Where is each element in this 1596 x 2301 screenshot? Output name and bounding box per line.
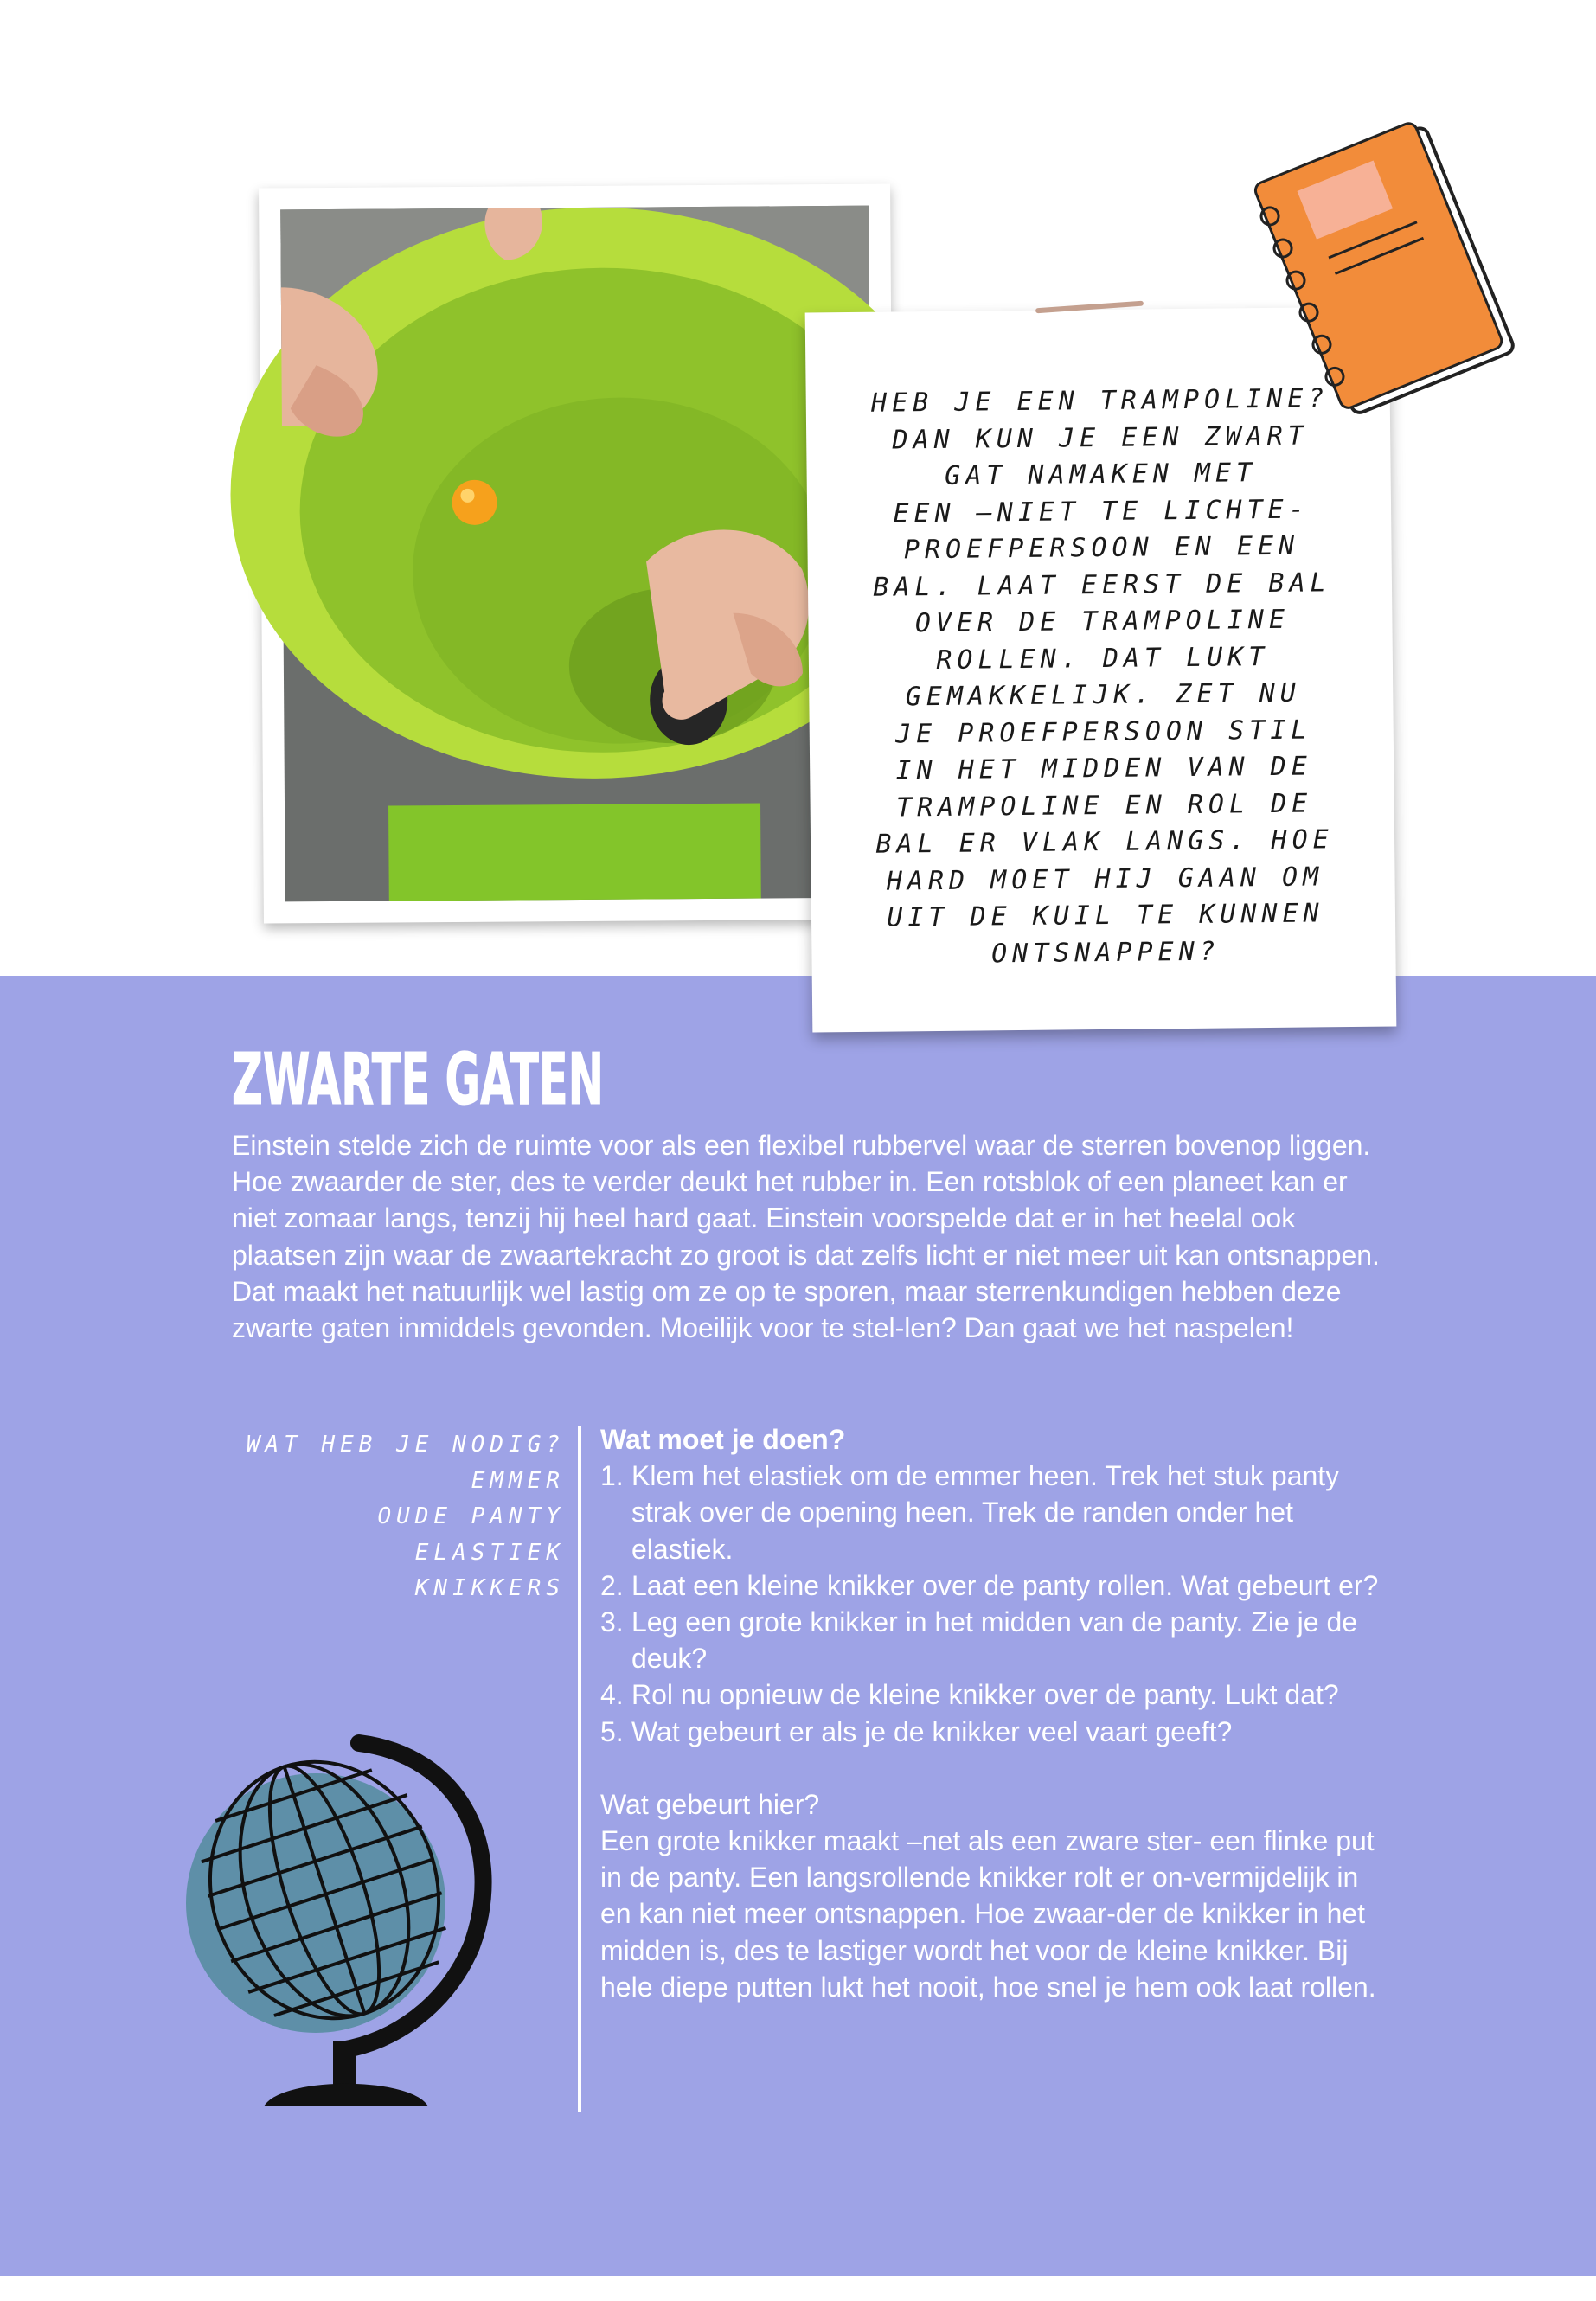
- note-line: BAL. LAAT EERST DE BAL: [873, 567, 1331, 603]
- note-line: HARD MOET HIJ GAAN OM: [886, 861, 1324, 897]
- step-number: 4.: [600, 1679, 624, 1711]
- needs-item: OUDE PANTY: [377, 1503, 565, 1529]
- note-line: TRAMPOLINE EN ROL DE: [895, 787, 1313, 823]
- note-line: DAN KUN JE EEN ZWART: [892, 420, 1309, 456]
- note-line: GEMAKKELIJK. ZET NU: [905, 677, 1302, 713]
- explain-text: Een grote knikker maakt –net als een zware ster- een flinke put in de panty. Een langsrollende knikker rolt er on-vermijdelijk in en kan niet meer ontsnappen. Hoe zwaar-der de knikker in het midden is, des te lastiger wordt het voor de kleine knikker. Bij hele diepe putten lukt het nooit, hoe snel je hem ook laat rollen.: [600, 1825, 1376, 2003]
- note-line: JE PROEFPERSOON STIL: [894, 714, 1312, 749]
- step-text: Rol nu opnieuw de kleine knikker over de panty. Lukt dat?: [631, 1679, 1339, 1711]
- heading-text: ZWARTE GATEN: [232, 1039, 604, 1121]
- note-line: EEN –NIET TE LICHTE-: [893, 493, 1310, 529]
- needs-list: [232, 1427, 565, 1607]
- needs-item: KNIKKERS: [414, 1575, 565, 1601]
- step-item: [600, 1604, 1379, 1676]
- intro-paragraph: [232, 1127, 1400, 1346]
- needs-item: ELASTIEK: [414, 1539, 565, 1566]
- photo-frame: [259, 183, 895, 923]
- steps-list: [600, 1458, 1379, 1750]
- note-line: OVER DE TRAMPOLINE: [914, 604, 1291, 639]
- note-line: BAL ER VLAK LANGS. HOE: [875, 824, 1334, 860]
- step-item: [600, 1567, 1379, 1604]
- note-line: UIT DE KUIL TE KUNNEN: [887, 898, 1324, 933]
- note-line: GAT NAMAKEN MET: [944, 458, 1258, 491]
- pencil-icon: [1035, 303, 1144, 311]
- note-line: IN HET MIDDEN VAN DE: [895, 751, 1312, 786]
- notebook-icon: [1267, 112, 1527, 441]
- note-line: PROEFPERSOON EN EEN: [903, 530, 1300, 566]
- note-line: HEB JE EEN TRAMPOLINE?: [870, 383, 1330, 419]
- needs-item: EMMER: [471, 1467, 565, 1494]
- step-item: [600, 1676, 1379, 1713]
- note-line: ROLLEN. DAT LUKT: [936, 641, 1270, 676]
- steps-title: Wat moet je doen?: [600, 1424, 846, 1455]
- note-text: [841, 381, 1366, 974]
- needs-title: WAT HEB JE NODIG?: [246, 1432, 565, 1458]
- step-text: Wat gebeurt er als je de knikker veel vaart geeft?: [631, 1715, 1233, 1747]
- intro-text: Einstein stelde zich de ruimte voor als een flexibel rubbervel waar de sterren bovenop liggen. Hoe zwaarder de ster, des te verder deukt het rubber in. Een rotsblok of een planeet kan er niet zomaar langs, tenzij hij heel hard gaat. Einstein voorspelde dat er in het heelal ook plaatsen zijn waar de zwaartekracht zo groot is dat zelfs licht er niet meer uit kan ontsnappen. Dat maakt het natuurlijk wel lastig om ze op te sporen, maar sterrenkundigen hebben deze zwarte gaten inmiddels gevonden. Moeilijk voor te stel-len? Dan gaat we het naspelen!: [232, 1130, 1380, 1344]
- step-number: 2.: [600, 1569, 624, 1601]
- instructions: [600, 1421, 1379, 2005]
- note-line: ONTSNAPPEN?: [990, 936, 1221, 969]
- step-text: Leg een grote knikker in het midden van de panty. Zie je de deuk?: [631, 1606, 1358, 1675]
- step-text: Klem het elastiek om de emmer heen. Trek het stuk panty strak over de opening heen. Trek de randen onder het elastiek.: [631, 1460, 1340, 1565]
- step-number: 3.: [600, 1606, 624, 1638]
- step-number: 5.: [600, 1715, 624, 1747]
- globe-icon: [177, 1721, 584, 2128]
- page-bottom-margin: [0, 2276, 1596, 2301]
- bucket-panty-illustration: [280, 206, 874, 902]
- explain-title: Wat gebeurt hier?: [600, 1788, 820, 1820]
- experiment-photo: [280, 206, 874, 902]
- step-item: [600, 1458, 1379, 1567]
- step-item: [600, 1714, 1379, 1750]
- step-text: Laat een kleine knikker over de panty rollen. Wat gebeurt er?: [631, 1569, 1379, 1601]
- step-number: 1.: [600, 1460, 624, 1492]
- heading-zwarte-gaten: [232, 1036, 612, 1121]
